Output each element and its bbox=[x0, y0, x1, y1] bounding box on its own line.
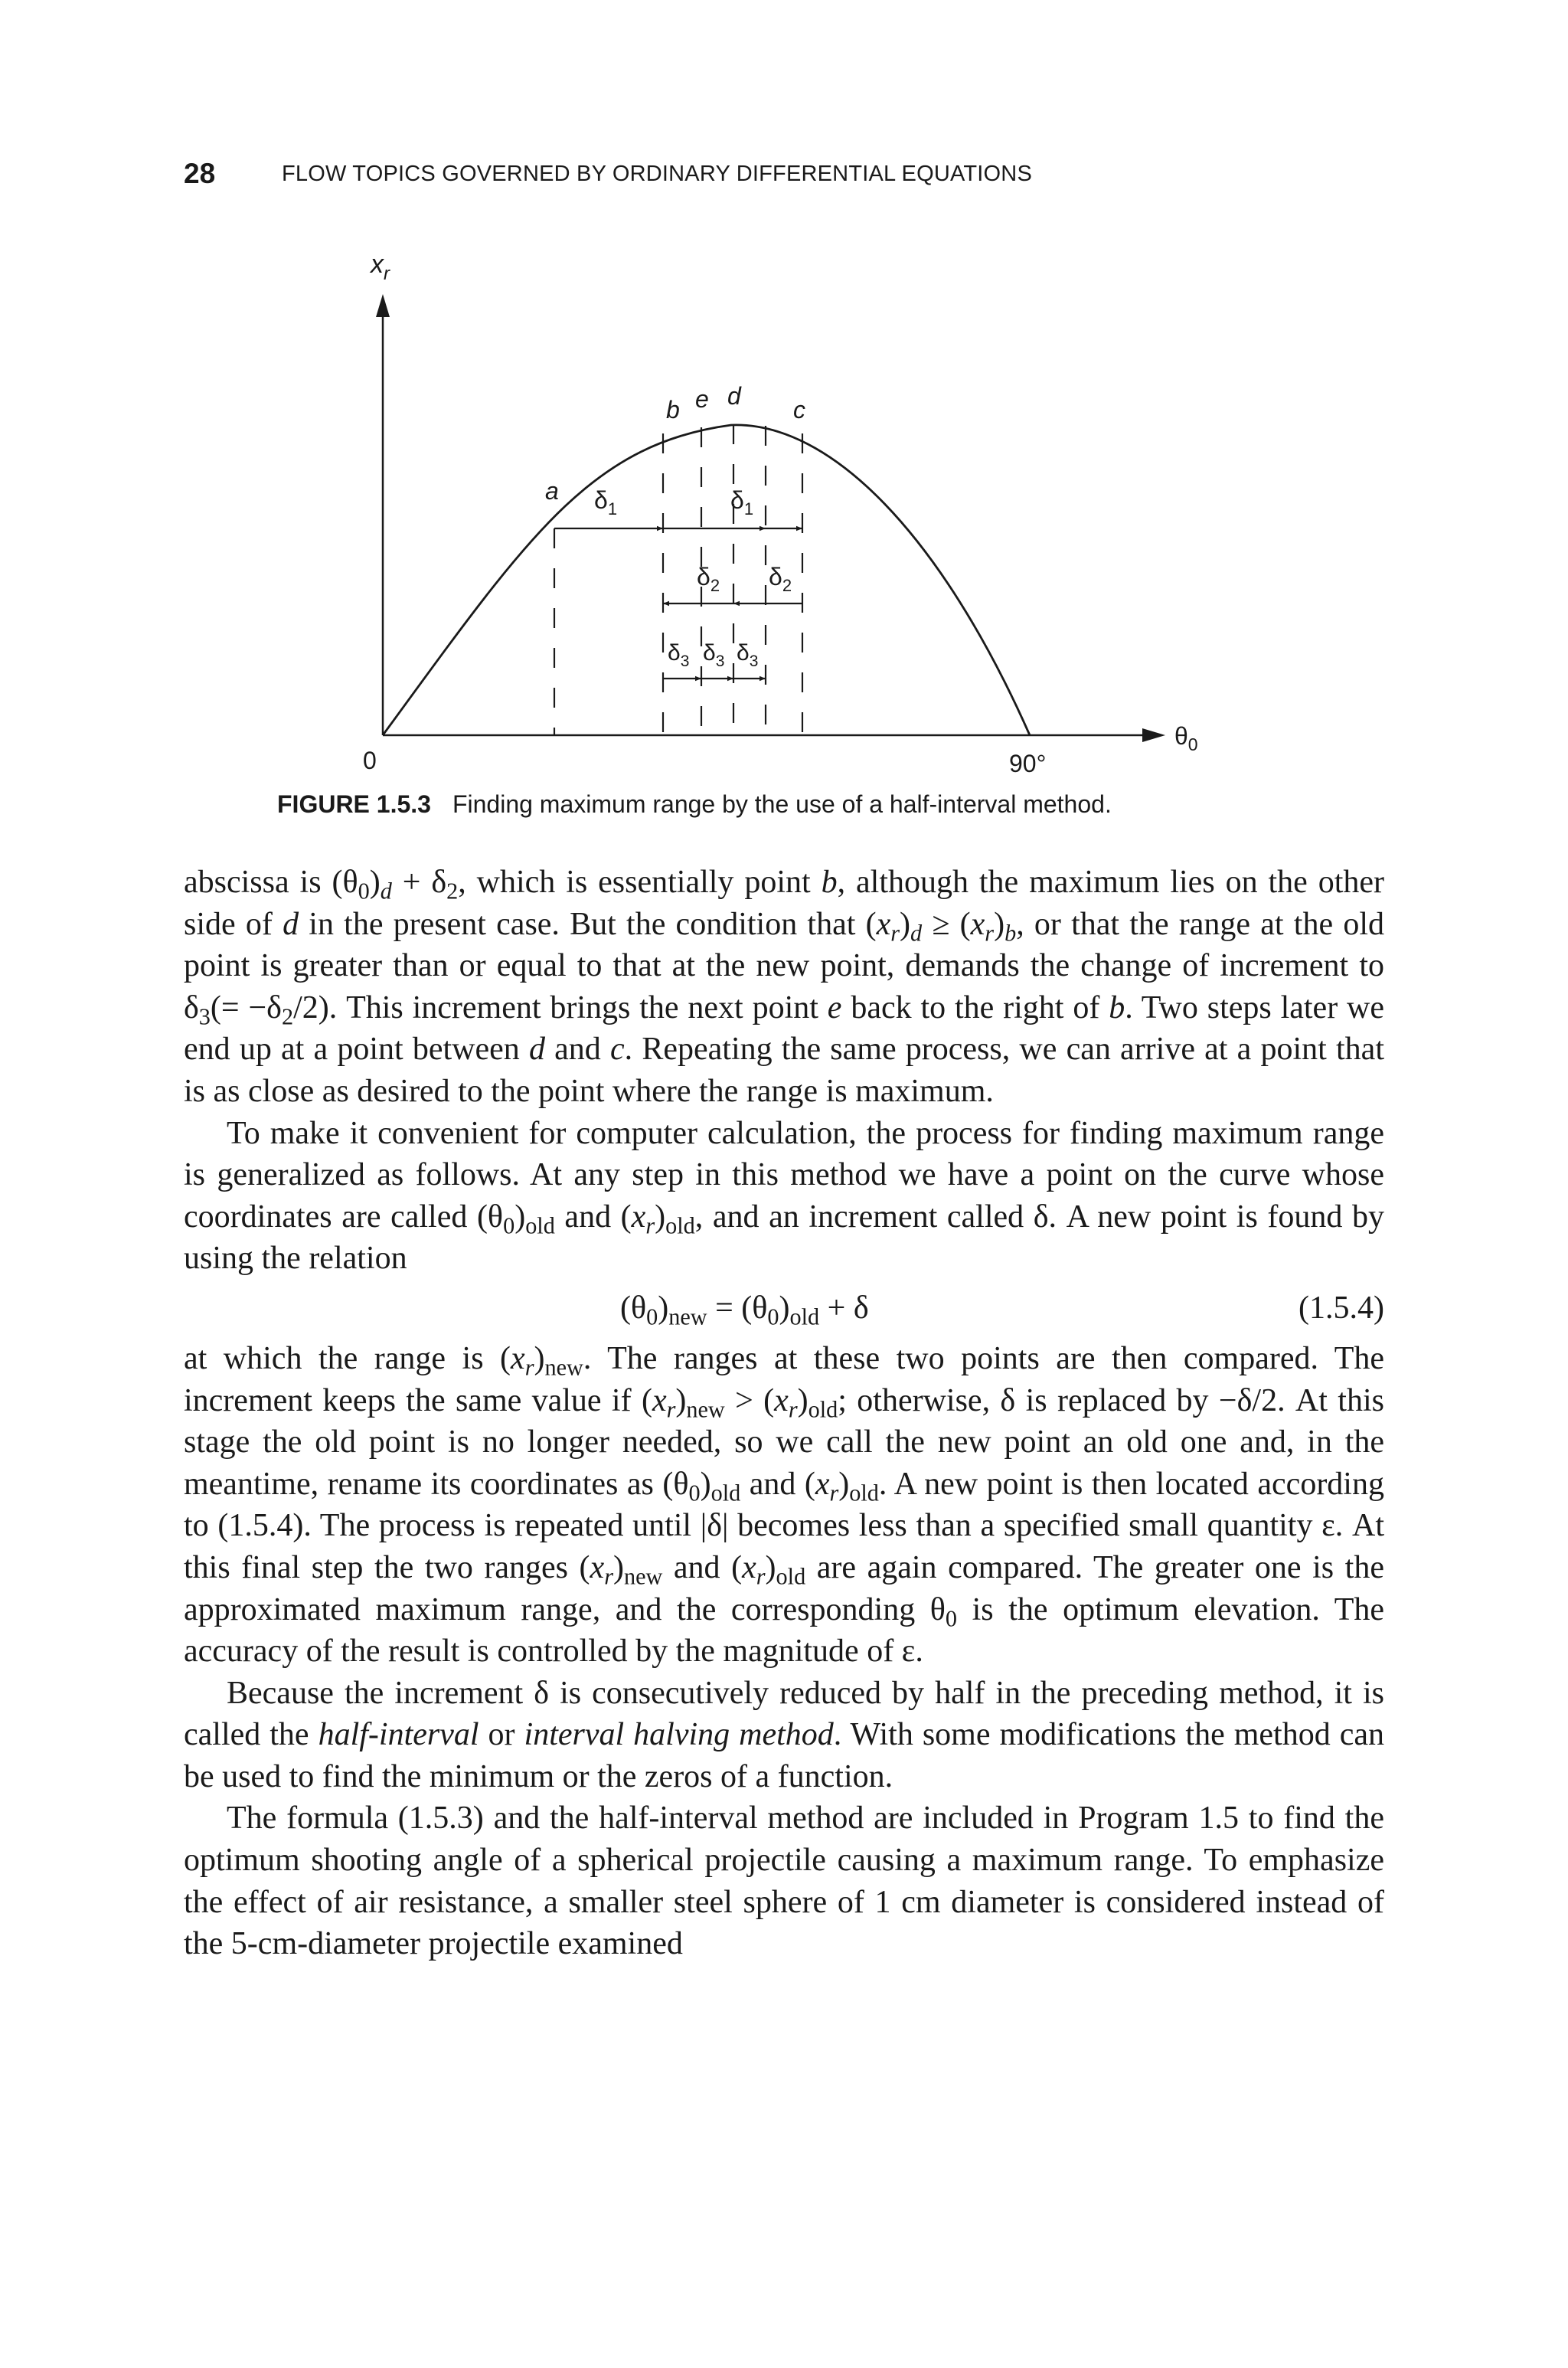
delta2-label-left: $\delta_2$ bbox=[697, 563, 720, 595]
running-head-title: FLOW TOPICS GOVERNED BY ORDINARY DIFFERENTIAL EQUATIONS bbox=[282, 162, 1032, 186]
figure-1-5-3 bbox=[0, 0, 1568, 827]
point-label-a: a bbox=[545, 477, 559, 505]
dashed-verticals bbox=[554, 424, 802, 735]
delta3-label-1: $\delta_3$ bbox=[668, 640, 690, 670]
x-end-label: 90° bbox=[1009, 750, 1047, 777]
delta2-label-right: $\delta_2$ bbox=[769, 563, 792, 595]
x-axis-arrowhead bbox=[1142, 728, 1165, 742]
body-text bbox=[184, 862, 1384, 1965]
x-axis-label: $\theta_0$ bbox=[1174, 722, 1198, 754]
equation: $(\theta_0)_{new} = (\theta_0)_{old} + \delta$ bbox=[620, 1290, 869, 1330]
y-axis-label: $x_r$ bbox=[371, 250, 390, 284]
point-label-d: d bbox=[727, 382, 741, 410]
equation-number: (1.5.4) bbox=[1298, 1290, 1384, 1326]
point-label-b: b bbox=[666, 396, 680, 424]
point-label-e: e bbox=[695, 385, 709, 413]
caption-text: Finding maximum range by the use of a half-interval method. bbox=[452, 790, 1112, 818]
page-number: 28 bbox=[184, 158, 216, 189]
origin-label: 0 bbox=[363, 747, 377, 774]
equation-1-5-4 bbox=[184, 1286, 1384, 1335]
paragraph-4: Because the increment δ is consecutively reduced by half in the preceding method, it is called the half-interval or interval halving method. With some modifications the method can be used to find the minimum or the zeros of a function. bbox=[184, 1675, 1384, 1794]
paragraph-2: To make it convenient for computer calculation, the process for finding maximum range is generalized as follows. At any step in this method we have a point on the curve whose coordinates are called $(\theta_0)_{old}$ and $(x_r)_{old}$, and an increment called δ. A new point is found by using the relation bbox=[184, 1115, 1384, 1277]
half-interval-diagram bbox=[0, 0, 1568, 827]
y-axis-arrowhead bbox=[376, 294, 390, 317]
paragraph-3: at which the range is $(x_r)_{new}$. The ranges at these two points are then compared. The increment keeps the same value if $(x_r)_{new} > (x_r)_{old}$; otherwise, δ is replaced by −δ/2. At this stage the old point is no longer needed, so we call the new point an old one and, in the meantime, rename its coordinates as $(\theta_0)_{old}$ and $(x_r)_{old}$. A new point is then located according to (1.5.4). The process is repeated until |δ| becomes less than a specified small quantity ε. At this final step the two ranges $(x_r)_{new}$ and $(x_r)_{old}$ are again compared. The greater one is the approximated maximum range, and the corresponding $\theta_0$ is the optimum elevation. The accuracy of the result is controlled by the magnitude of ε. bbox=[184, 1340, 1384, 1670]
figure-caption bbox=[277, 790, 1426, 819]
point-label-c: c bbox=[793, 396, 805, 424]
paragraph-1: abscissa is $(\theta_0)_d + \delta_2$, which is essentially point b, although the maximum lies on the other side of d in the present case. But the condition that $(x_r)_d \ge (x_r)_b$, or that the range at the old point is greater than or equal to that at the new point, demands the change of increment to $\delta_3(= -\delta_2/2)$. This increment brings the next point e back to the right of b. Two steps later we end up at a point between d and c. Repeating the same process, we can arrive at a point that is as close as desired to the point where the range is maximum. bbox=[184, 865, 1385, 1109]
paragraph-5: The formula (1.5.3) and the half-interval method are included in Program 1.5 to find the optimum shooting angle of a spherical projectile causing a maximum range. To emphasize the effect of air resistance, a smaller steel sphere of 1 cm diameter is considered instead of the 5-cm-diameter projectile examined bbox=[184, 1801, 1384, 1962]
delta1-label-left: $\delta_1$ bbox=[594, 486, 618, 518]
delta3-label-3: $\delta_3$ bbox=[737, 640, 759, 670]
delta1-label-right: $\delta_1$ bbox=[730, 486, 754, 518]
caption-label: FIGURE 1.5.3 bbox=[277, 790, 431, 818]
delta3-label-2: $\delta_3$ bbox=[703, 640, 725, 670]
